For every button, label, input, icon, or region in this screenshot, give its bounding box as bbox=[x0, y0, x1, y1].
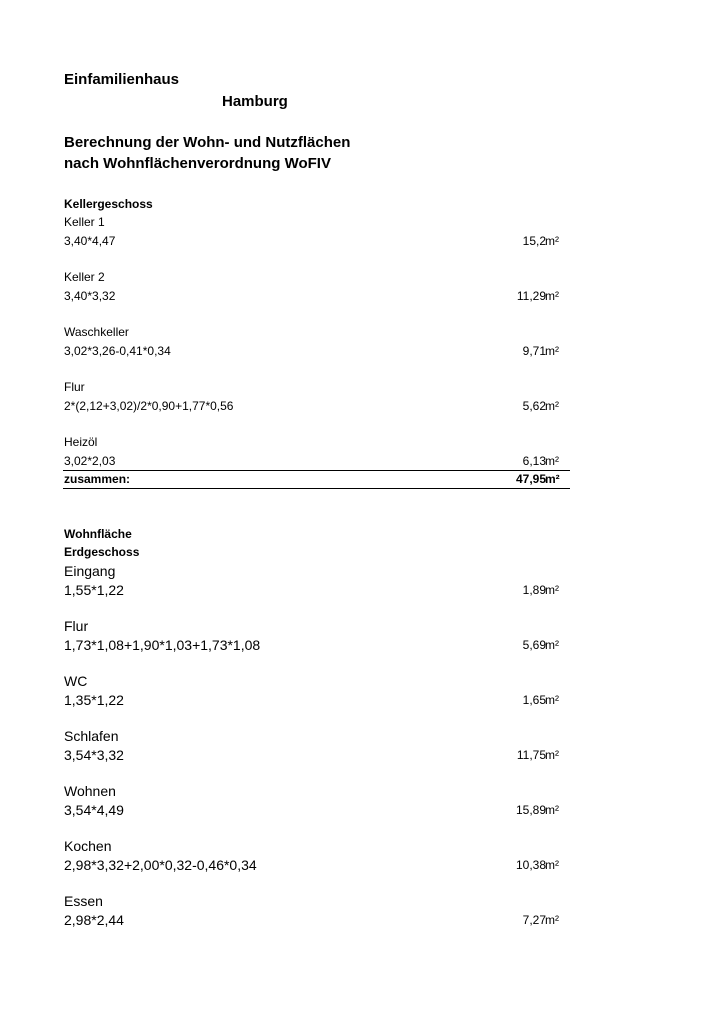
room-name: Essen bbox=[64, 893, 103, 909]
room-area: 15,2 bbox=[522, 234, 546, 248]
room-unit: m² bbox=[545, 344, 559, 358]
room-formula: 3,54*3,32 bbox=[64, 747, 124, 763]
room-name: Flur bbox=[64, 380, 85, 394]
room-area: 1,65 bbox=[522, 693, 546, 707]
room-formula: 3,02*3,26-0,41*0,34 bbox=[64, 344, 171, 358]
room-unit: m² bbox=[545, 748, 559, 762]
room-area: 7,27 bbox=[522, 913, 546, 927]
room-unit: m² bbox=[545, 638, 559, 652]
heading-line-2: nach Wohnflächenverordnung WoFIV bbox=[64, 155, 331, 172]
room-name: Kochen bbox=[64, 838, 112, 854]
room-name: WC bbox=[64, 673, 88, 689]
room-name: Eingang bbox=[64, 563, 116, 579]
room-formula: 3,54*4,49 bbox=[64, 802, 124, 818]
document-title: Einfamilienhaus bbox=[64, 71, 180, 88]
room-formula: 3,40*4,47 bbox=[64, 234, 116, 248]
room-unit: m² bbox=[545, 583, 559, 597]
room-name: Wohnen bbox=[64, 783, 116, 799]
room-name: Flur bbox=[64, 618, 89, 634]
room-name: Schlafen bbox=[64, 728, 119, 744]
room-formula: 2,98*2,44 bbox=[64, 912, 124, 928]
room-formula: 3,40*3,32 bbox=[64, 289, 116, 303]
room-formula: 1,73*1,08+1,90*1,03+1,73*1,08 bbox=[64, 637, 261, 653]
room-area: 6,13 bbox=[522, 454, 546, 468]
room-area: 11,75 bbox=[516, 748, 546, 762]
heading-line-1: Berechnung der Wohn- und Nutzflächen bbox=[64, 134, 351, 151]
room-formula: 1,55*1,22 bbox=[64, 582, 124, 598]
room-unit: m² bbox=[545, 289, 559, 303]
room-unit: m² bbox=[545, 803, 559, 817]
section-subtitle-erdgeschoss: Erdgeschoss bbox=[64, 545, 140, 559]
room-area: 10,38 bbox=[515, 858, 546, 872]
room-formula: 1,35*1,22 bbox=[64, 692, 124, 708]
room-unit: m² bbox=[545, 913, 559, 927]
total-divider-bottom bbox=[63, 488, 570, 489]
room-area: 5,62 bbox=[522, 399, 546, 413]
room-area: 11,29 bbox=[516, 289, 546, 303]
total-divider-top bbox=[63, 470, 570, 471]
room-unit: m² bbox=[545, 858, 559, 872]
city-label: Hamburg bbox=[222, 93, 288, 110]
room-unit: m² bbox=[545, 399, 559, 413]
room-name: Waschkeller bbox=[64, 325, 129, 339]
room-name: Keller 1 bbox=[64, 215, 105, 229]
total-unit: m² bbox=[545, 472, 560, 486]
room-name: Keller 2 bbox=[64, 270, 105, 284]
room-formula: 2,98*3,32+2,00*0,32-0,46*0,34 bbox=[64, 857, 257, 873]
section-title-wohnflaeche: Wohnfläche bbox=[64, 527, 132, 541]
section-title-kellergeschoss: Kellergeschoss bbox=[64, 197, 153, 211]
room-unit: m² bbox=[545, 454, 559, 468]
total-value: 47,95 bbox=[515, 472, 546, 486]
room-area: 9,71 bbox=[522, 344, 546, 358]
room-unit: m² bbox=[545, 234, 559, 248]
room-area: 5,69 bbox=[522, 638, 546, 652]
room-formula: 3,02*2,03 bbox=[64, 454, 116, 468]
room-area: 1,89 bbox=[522, 583, 546, 597]
room-area: 15,89 bbox=[515, 803, 546, 817]
room-name: Heizöl bbox=[64, 435, 98, 449]
total-label: zusammen: bbox=[64, 472, 131, 486]
room-unit: m² bbox=[545, 693, 559, 707]
room-formula: 2*(2,12+3,02)/2*0,90+1,77*0,56 bbox=[64, 399, 234, 413]
